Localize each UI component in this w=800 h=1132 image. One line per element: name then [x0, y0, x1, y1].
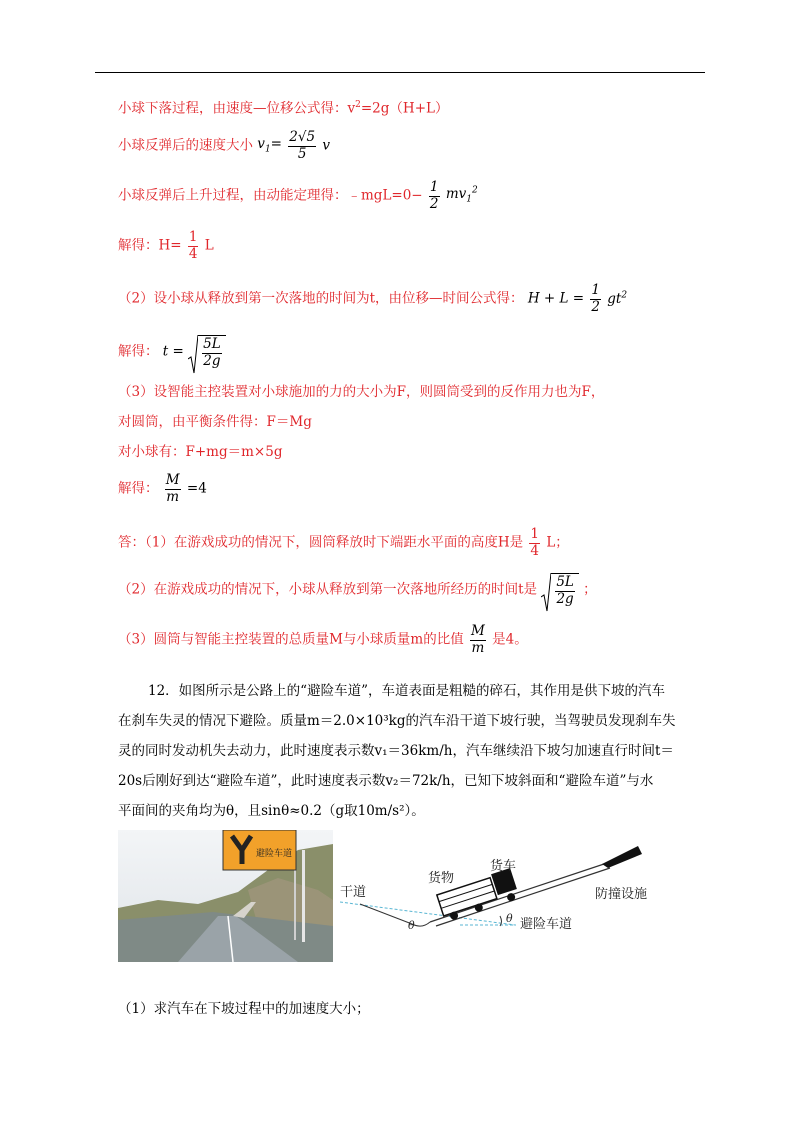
- label-huoche: 货车: [490, 859, 517, 874]
- answer-line-2: （2）在游戏成功的情况下，小球从释放到第一次落地所经历的时间t是 $\frac{5L}{2g}$ ；: [118, 573, 597, 607]
- problem-line-2: 在刹车失灵的情况下避险。质量m＝2.0×10³kg的汽车沿干道下坡行驶，当驾驶员发现刹车失: [118, 713, 676, 729]
- label-theta-1: θ: [408, 919, 415, 932]
- solution-line-3: 小球反弹后上升过程，由动能定理得：﹣mgL=0− $\frac{1}{2}$ $mv_1^2$: [118, 179, 478, 212]
- problem-12: [118, 676, 708, 826]
- solution-line-6: 解得： t = $\frac{5L}{2g}$: [118, 335, 226, 369]
- solution-line-2: 小球反弹后的速度大小 $v_1=$ $\frac{2√5}{5}$ v: [118, 129, 330, 162]
- solution-line-10: 解得： $\frac{M}{m}$ =4: [118, 472, 207, 505]
- solution-line-9: 对小球有：F+mg＝m×5g: [118, 444, 283, 460]
- question-1: （1）求汽车在下坡过程中的加速度大小；: [118, 1001, 370, 1017]
- sign-text: 避险车道: [256, 849, 293, 859]
- solution-line-5: （2）设小球从释放到第一次落地的时间为t，由位移—时间公式得： H + L = $\frac{1}{2}$ $gt^2$: [118, 282, 628, 315]
- label-huowu: 货物: [428, 871, 455, 886]
- header-rule: [95, 72, 705, 73]
- problem-line-4: 20s后刚好到达“避险车道”，此时速度表示数v₂＝72k/h，已知下坡斜面和“避险车道”与水: [118, 773, 654, 789]
- label-gandao: 干道: [340, 885, 367, 900]
- problem-line-3: 灵的同时发动机失去动力，此时速度表示数v₁＝36km/h，汽车继续沿下坡匀加速直行时间t＝: [118, 743, 674, 759]
- solution-line-1: 小球下落过程，由速度—位移公式得：$v^2=2g(H+L)$: [118, 100, 449, 117]
- answer-line-3: （3）圆筒与智能主控装置的总质量M与小球质量m的比值 $\frac{M}{m}$ 是4。: [118, 623, 528, 656]
- label-bixian: 避险车道: [520, 917, 573, 932]
- solution-line-4: 解得：H= $\frac{1}{4}$ L: [118, 229, 214, 262]
- answer-line-1: 答：（1）在游戏成功的情况下，圆筒释放时下端距水平面的高度H是 $\frac{1}{4}$ L；: [118, 526, 569, 559]
- label-fangzhuang: 防撞设施: [595, 887, 648, 902]
- problem-line-5: 平面间的夹角均为θ，且sinθ≈0.2（g取10m/s²）。: [118, 803, 425, 819]
- label-theta-2: θ: [506, 912, 513, 925]
- escape-lane-diagram: [340, 830, 670, 940]
- solution-line-8: 对圆筒，由平衡条件得：F＝Mg: [118, 414, 312, 430]
- road-photo: [118, 830, 333, 962]
- solution-line-7: （3）设智能主控装置对小球施加的力的大小为F，则圆筒受到的反作用力也为F，: [118, 384, 605, 400]
- problem-line-1: 12．如图所示是公路上的“避险车道”，车道表面是粗糙的碎石，其作用是供下坡的汽车: [148, 683, 665, 699]
